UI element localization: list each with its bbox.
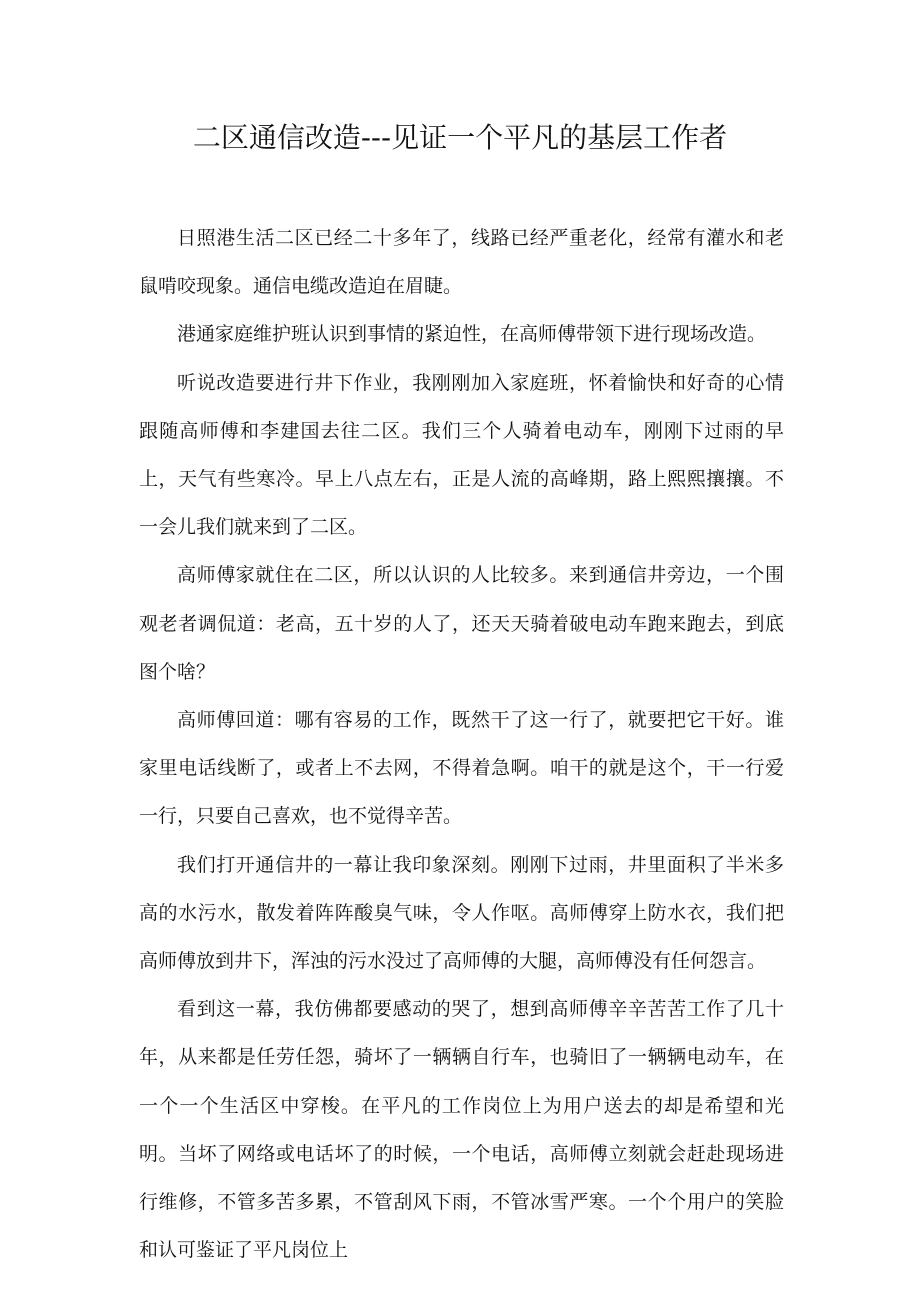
paragraph-2: 港通家庭维护班认识到事情的紧迫性，在高师傅带领下进行现场改造。	[177, 323, 767, 346]
paragraph-1: 日照港生活二区已经二十多年了，线路已经严重老化，经常有灌水和老鼠啃咬现象。通信电缆改造迫在眉睫。	[139, 227, 784, 298]
paragraph-3: 听说改造要进行井下作业，我刚刚加入家庭班，怀着愉快和好奇的心情跟随高师傅和李建国去往二区。我们三个人骑着电动车，刚刚下过雨的早上，天气有些寒冷。早上八点左右，正是人流的高峰期，路上熙熙攘攘。不一会儿我们就来到了二区。	[139, 371, 784, 539]
paragraph-5: 高师傅回道：哪有容易的工作，既然干了这一行了，就要把它干好。谁家里电话线断了，或者上不去网，不得着急啊。咱干的就是这个，干一行爱一行，只要自己喜欢，也不觉得辛苦。	[139, 709, 784, 828]
page-title: 二区通信改造---见证一个平凡的基层工作者	[192, 121, 728, 154]
paragraph-7: 看到这一幕，我仿佛都要感动的哭了，想到高师傅辛辛苦苦工作了几十年，从来都是任劳任怨，骑坏了一辆辆自行车，也骑旧了一辆辆电动车，在一个一个生活区中穿梭。在平凡的工作岗位上为用户送去的却是希望和光明。当坏了网络或电话坏了的时候，一个电话，高师傅立刻就会赶赴现场进行维修，不管多苦多累，不管刮风下雨，不管冰雪严寒。一个个用户的笑脸和认可鉴证了平凡岗位上	[139, 998, 784, 1262]
paragraph-6: 我们打开通信井的一幕让我印象深刻。刚刚下过雨，井里面积了半米多高的水污水，散发着阵阵酸臭气味，令人作呕。高师傅穿上防水衣，我们把高师傅放到井下，浑浊的污水没过了高师傅的大腿，高师傅没有任何怨言。	[139, 853, 784, 973]
article-body	[139, 214, 784, 1274]
paragraph-4: 高师傅家就住在二区，所以认识的人比较多。来到通信井旁边，一个围观老者调侃道：老高，五十岁的人了，还天天骑着破电动车跑来跑去，到底图个啥？	[139, 564, 784, 683]
